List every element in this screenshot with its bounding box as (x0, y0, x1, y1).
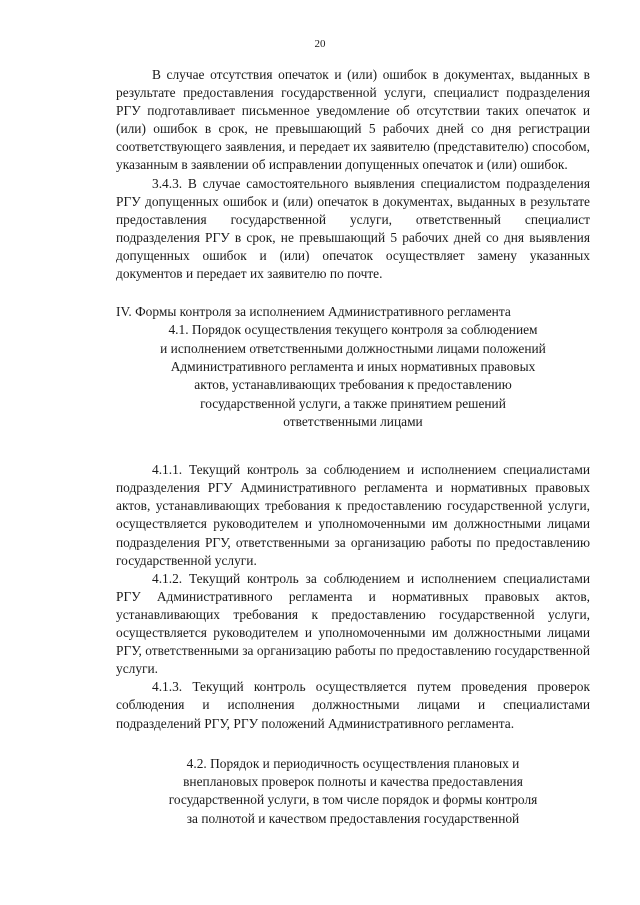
spacer (116, 431, 590, 461)
heading-4-1-line-1: 4.1. Порядок осуществления текущего контроля за соблюдением (168, 322, 538, 338)
paragraph-no-errors: В случае отсутствия опечаток и (или) ошибок в документах, выданных в результате предоставления государственной услуги, специалист подразделения РГУ подготавливает письменное уведомление об отсутствии таких опечаток и (или) ошибок в срок, не превышающий 5 рабочих дней со дня регистрации соответствующего заявления, и передает их заявителю (представителю) способом, указанным в заявлении об исправлении допущенных опечаток и (или) ошибок. (116, 67, 590, 173)
heading-4-2-line-3: государственной услуги, в том числе порядок и формы контроля (168, 792, 538, 808)
heading-4-2-line-2: внеплановых проверок полноты и качества предоставления (183, 773, 523, 789)
heading-4-1-line-2: и исполнением ответственными должностными лицами положений (160, 340, 546, 356)
heading-4-2-line-1: 4.2. Порядок и периодичность осуществления плановых и (186, 755, 520, 771)
heading-4-1-line-4: актов, устанавливающих требования к предоставлению (194, 377, 512, 393)
paragraph-3-4-3: 3.4.3. В случае самостоятельного выявления специалистом подразделения РГУ допущенных ошибок и (или) опечаток в документах, выданных в результате предоставления государственной услуги, ответственный специалист подразделения РГУ в срок, не превышающий 5 рабочих дней со дня выявления допущенных ошибок и (или) опечаток осуществляет замену указанных документов и передает их заявителю по почте. (116, 175, 590, 282)
heading-4-2-line-4: за полнотой и качеством предоставления государственной (186, 810, 520, 826)
paragraph-4-1-2: 4.1.2. Текущий контроль за соблюдением и исполнением специалистами РГУ Административного регламента и нормативных правовых актов, устанавливающих требования к предоставлению государственной услуги, осуществляется руководителем и уполномоченными им должностными лицами РГУ, ответственными за организацию работы по предоставлению государственной услуги. (116, 570, 590, 677)
page-number: 20 (314, 38, 326, 50)
spacer (116, 733, 590, 755)
heading-4-1-line-3: Административного регламента и иных нормативных правовых (170, 359, 536, 375)
heading-4-1-line-5: государственной услуги, а также принятием решений (200, 395, 506, 411)
paragraph-4-1-3: 4.1.3. Текущий контроль осуществляется путем проведения проверок соблюдения и исполнения должностными лицами и специалистами подразделений РГУ, РГУ положений Административного регламента. (116, 679, 590, 731)
heading-4-1-line-6: ответственными лицами (283, 413, 423, 429)
paragraph-4-1-1: 4.1.1. Текущий контроль за соблюдением и исполнением специалистами подразделения РГУ Административного регламента и нормативных правовых актов, устанавливающих требования к предоставлению государственной услуги, осуществляется руководителем и уполномоченными им должностными лицами подразделения РГУ, ответственными за организацию работы по предоставлению государственной услуги. (116, 462, 590, 568)
spacer (116, 283, 590, 303)
section-iv-title: IV. Формы контроля за исполнением Административного регламента (116, 304, 511, 320)
document-body (116, 66, 590, 828)
